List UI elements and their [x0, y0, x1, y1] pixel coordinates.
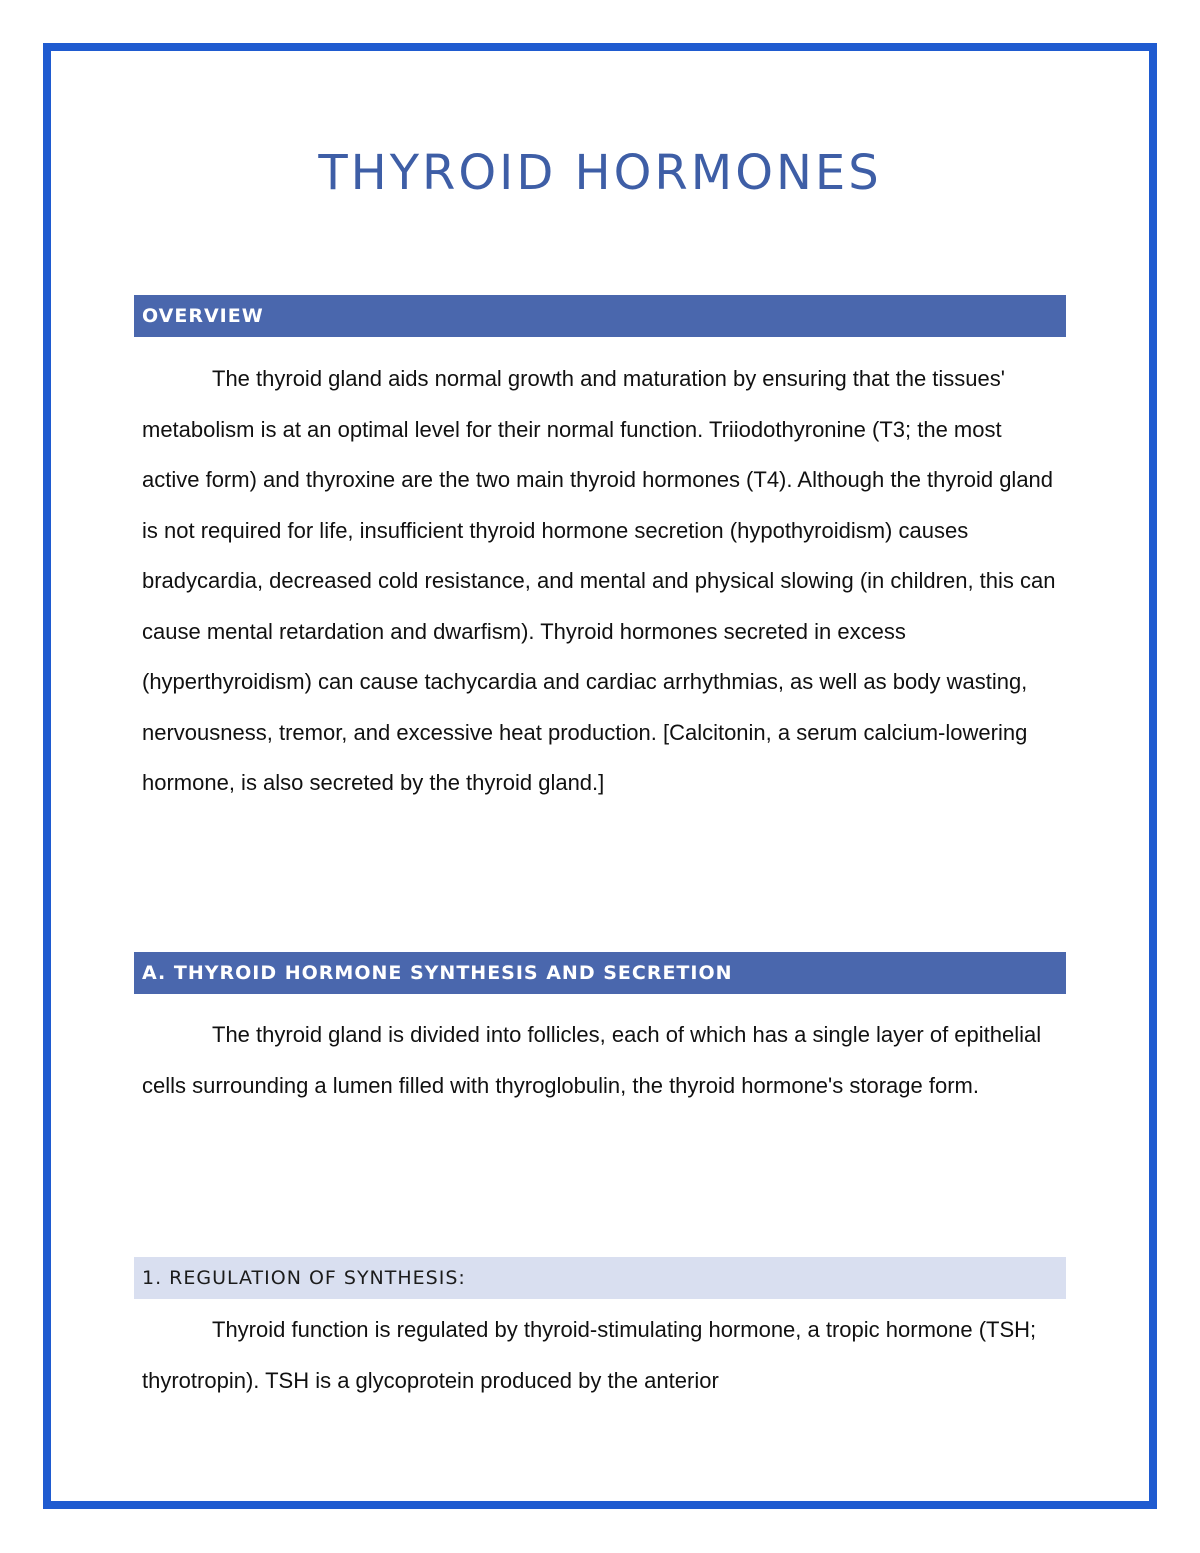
- section-heading-regulation: 1. REGULATION OF SYNTHESIS:: [134, 1257, 1066, 1299]
- regulation-paragraph: Thyroid function is regulated by thyroid-stimulating hormone, a tropic hormone (TSH; thyrotropin). TSH is a glycoprotein produced by the anterior: [142, 1317, 1037, 1393]
- section-heading-overview: OVERVIEW: [134, 295, 1066, 337]
- synthesis-paragraph: The thyroid gland is divided into follicles, each of which has a single layer of epithelial cells surrounding a lumen filled with thyroglobulin, the thyroid hormone's storage form.: [142, 1022, 1042, 1098]
- overview-paragraph: The thyroid gland aids normal growth and maturation by ensuring that the tissues' metabolism is at an optimal level for their normal function. Triiodothyronine (T3; the most active form) and thyroxine are the two main thyroid hormones (T4). Although the thyroid gland is not required for life, insufficient thyroid hormone secretion (hypothyroidism) causes bradycardia, decreased cold resistance, and mental and physical slowing (in children, this can cause mental retardation and dwarfism). Thyroid hormones secreted in excess (hyperthyroidism) can cause tachycardia and cardiac arrhythmias, as well as body wasting, nervousness, tremor, and excessive heat production. [Calcitonin, a serum calcium-lowering hormone, is also secreted by the thyroid gland.]: [142, 366, 1056, 795]
- document-title: THYROID HORMONES: [318, 145, 882, 201]
- section-heading-synthesis: A. THYROID HORMONE SYNTHESIS AND SECRETION: [134, 952, 1066, 994]
